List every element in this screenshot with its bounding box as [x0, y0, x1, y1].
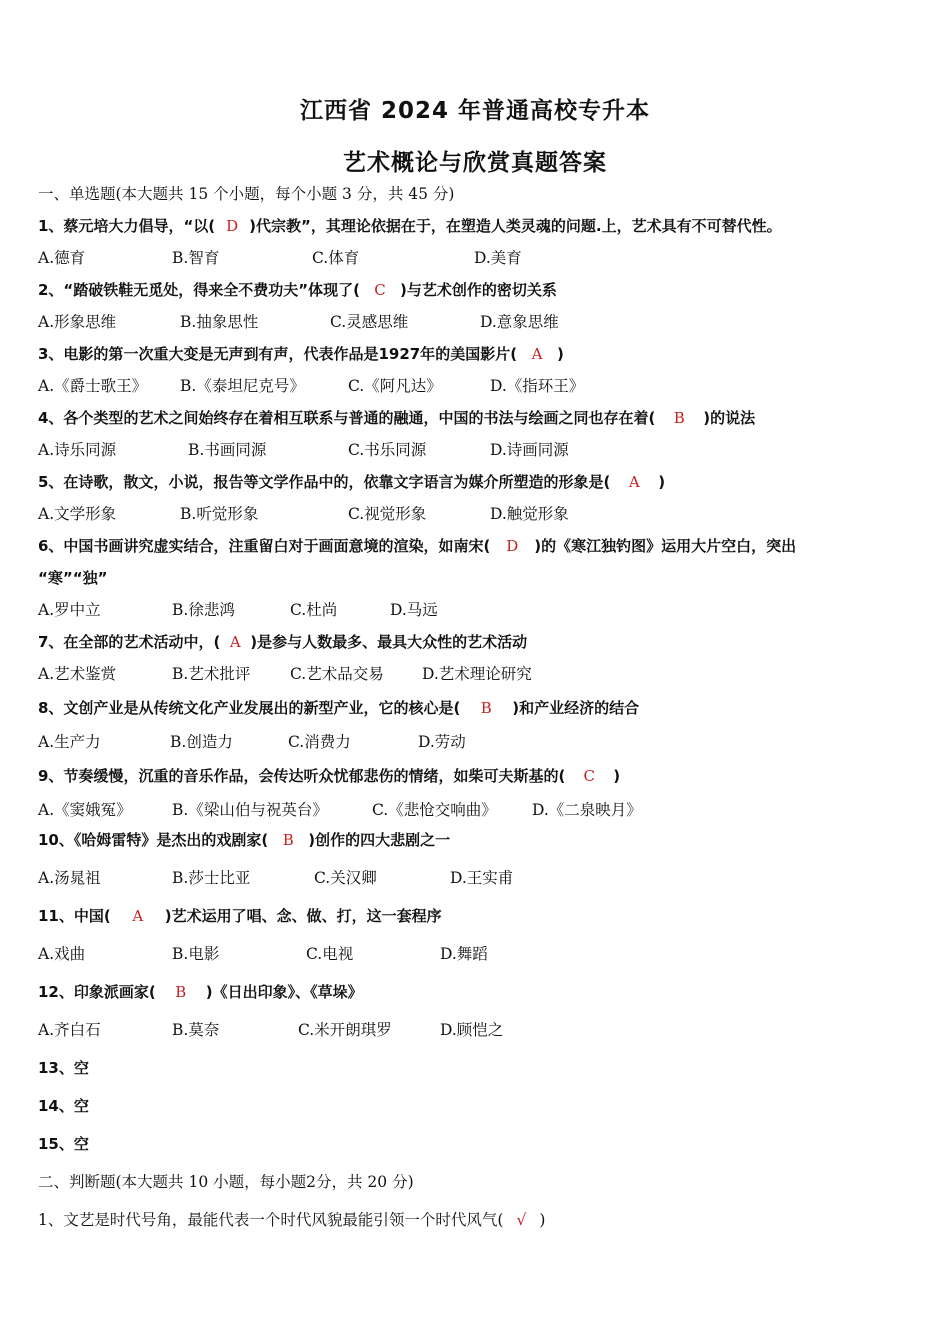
- option-a: A.文学形象: [38, 505, 117, 523]
- answer-letter: C: [583, 767, 596, 785]
- question-text-pre: 11、中国(: [38, 907, 111, 925]
- option-c: C.电视: [306, 945, 354, 963]
- question-text-post: ): [539, 1211, 546, 1229]
- answer-mark: √: [516, 1211, 527, 1229]
- option-d: D.马远: [390, 601, 438, 619]
- option-c: C.杜尚: [290, 601, 338, 619]
- question-2: [38, 280, 557, 300]
- empty-item: 14、空: [38, 1097, 89, 1115]
- question-text-post: ): [658, 473, 666, 491]
- page-title: 江西省 2024 年普通高校专升本: [299, 98, 651, 124]
- option-c: C.视觉形象: [348, 505, 427, 523]
- page-subtitle: 艺术概论与欣赏真题答案: [343, 150, 607, 176]
- question-8: [38, 698, 639, 718]
- option-b: B.《梁山伯与祝英台》: [172, 801, 328, 819]
- question-text-post: )与艺术创作的密切关系: [400, 281, 557, 299]
- empty-item: 13、空: [38, 1059, 89, 1077]
- answer-letter: C: [374, 281, 386, 299]
- question-text-post: )创作的四大悲剧之一: [308, 831, 451, 849]
- answer-letter: A: [531, 345, 543, 363]
- answer-letter: D: [506, 537, 519, 555]
- option-c: C.《阿凡达》: [348, 377, 442, 395]
- option-c: C.关汉卿: [314, 869, 377, 887]
- question-text-pre: 4、各个类型的艺术之间始终存在着相互联系与普通的融通，中国的书法与绘画之同也存在着(: [38, 409, 656, 427]
- option-c: C.米开朗琪罗: [298, 1021, 392, 1039]
- answer-letter: B: [480, 699, 492, 717]
- question-12: [38, 982, 363, 1002]
- question-text-pre: 3、电影的第一次重大变是无声到有声，代表作品是1927年的美国影片(: [38, 345, 518, 363]
- option-a: A.戏曲: [38, 945, 86, 963]
- option-a: A.齐白石: [38, 1021, 101, 1039]
- question-text-pre: 5、在诗歌，散文，小说，报告等文学作品中的，依靠文字语言为媒介所塑造的形象是(: [38, 473, 611, 491]
- option-d: D.劳动: [418, 733, 466, 751]
- question-9: [38, 766, 620, 786]
- question-6: [38, 536, 796, 556]
- question-text-pre: 12、印象派画家(: [38, 983, 156, 1001]
- section-heading-single-choice: 一、单选题(本大题共 15 个小题，每个小题 3 分，共 45 分): [38, 185, 455, 203]
- option-c: C.书乐同源: [348, 441, 427, 459]
- answer-letter: A: [628, 473, 640, 491]
- answer-letter: A: [229, 633, 241, 651]
- option-c: C.消费力: [288, 733, 351, 751]
- option-c: C.体育: [312, 249, 360, 267]
- option-b: B.智育: [172, 249, 220, 267]
- option-b: B.艺术批评: [172, 665, 251, 683]
- question-text-post: )的《寒江独钓图》运用大片空白，突出: [534, 537, 797, 555]
- question-3: [38, 344, 564, 364]
- option-a: A.形象思维: [38, 313, 117, 331]
- question-text-pre: 8、文创产业是从传统文化产业发展出的新型产业，它的核心是(: [38, 699, 461, 717]
- answer-letter: B: [175, 983, 187, 1001]
- option-d: D.意象思维: [480, 313, 559, 331]
- option-b: B.电影: [172, 945, 220, 963]
- option-a: A.罗中立: [38, 601, 101, 619]
- option-b: B.听觉形象: [180, 505, 259, 523]
- option-d: D.诗画同源: [490, 441, 569, 459]
- option-b: B.《泰坦尼克号》: [180, 377, 305, 395]
- question-text-pre: 9、节奏缓慢，沉重的音乐作品，会传达听众忧郁悲伤的情绪，如柴可夫斯基的(: [38, 767, 566, 785]
- answer-letter: B: [673, 409, 685, 427]
- question-continuation: “寒”“独”: [38, 569, 108, 587]
- option-c: C.艺术品交易: [290, 665, 384, 683]
- section-heading-true-false: 二、判断题(本大题共 10 小题，每小题2分，共 20 分): [38, 1173, 414, 1191]
- option-d: D.触觉形象: [490, 505, 569, 523]
- option-d: D.《二泉映月》: [532, 801, 642, 819]
- option-b: B.抽象思性: [180, 313, 259, 331]
- option-b: B.莎士比亚: [172, 869, 251, 887]
- question-4: [38, 408, 755, 428]
- true-false-item: [38, 1210, 545, 1230]
- option-a: A.诗乐同源: [38, 441, 117, 459]
- question-text-post: )艺术运用了唱、念、做、打，这一套程序: [164, 907, 442, 925]
- answer-letter: D: [226, 217, 239, 235]
- question-text-pre: 7、在全部的艺术活动中，(: [38, 633, 221, 651]
- option-b: B.创造力: [170, 733, 233, 751]
- question-text-pre: 6、中国书画讲究虚实结合，注重留白对于画面意境的渲染，如南宋(: [38, 537, 491, 555]
- answer-letter: B: [282, 831, 294, 849]
- option-a: A.汤晁祖: [38, 869, 101, 887]
- question-7: [38, 632, 527, 652]
- answer-letter: A: [132, 907, 144, 925]
- option-d: D.美育: [474, 249, 522, 267]
- option-d: D.舞蹈: [440, 945, 488, 963]
- option-c: C.《悲怆交响曲》: [372, 801, 497, 819]
- question-text-post: )《日出印象》、《草垛》: [205, 983, 363, 1001]
- empty-item: 15、空: [38, 1135, 89, 1153]
- option-b: B.徐悲鸿: [172, 601, 235, 619]
- question-text-pre: 2、“踏破铁鞋无觅处，得来全不费功夫”体现了(: [38, 281, 361, 299]
- question-5: [38, 472, 665, 492]
- option-b: B.书画同源: [188, 441, 267, 459]
- option-d: D.顾恺之: [440, 1021, 504, 1039]
- option-c: C.灵感思维: [330, 313, 409, 331]
- option-b: B.莫奈: [172, 1021, 220, 1039]
- option-a: A.艺术鉴赏: [38, 665, 117, 683]
- question-text-post: ): [613, 767, 621, 785]
- option-a: A.《窦娥冤》: [38, 801, 132, 819]
- question-text-post: )是参与人数最多、最具大众性的艺术活动: [250, 633, 528, 651]
- option-d: D.艺术理论研究: [422, 665, 532, 683]
- question-text-post: ): [557, 345, 564, 363]
- question-text-pre: 1、蔡元培大力倡导，“以(: [38, 217, 216, 235]
- option-d: D.王实甫: [450, 869, 514, 887]
- question-text-post: )代宗教”，其理论依据在于，在塑造人类灵魂的问题.上，艺术具有不可替代性。: [249, 217, 782, 235]
- option-a: A.生产力: [38, 733, 101, 751]
- question-text-post: )的说法: [703, 409, 756, 427]
- option-d: D.《指环王》: [490, 377, 585, 395]
- question-11: [38, 906, 442, 926]
- question-text-pre: 10、《哈姆雷特》是杰出的戏剧家(: [38, 831, 269, 849]
- question-text-post: )和产业经济的结合: [512, 699, 640, 717]
- option-a: A.德育: [38, 249, 86, 267]
- question-text-pre: 1、文艺是时代号角，最能代表一个时代风貌最能引领一个时代风气(: [38, 1211, 504, 1229]
- question-1: [38, 216, 782, 236]
- question-10: [38, 830, 450, 850]
- option-a: A.《爵士歌王》: [38, 377, 148, 395]
